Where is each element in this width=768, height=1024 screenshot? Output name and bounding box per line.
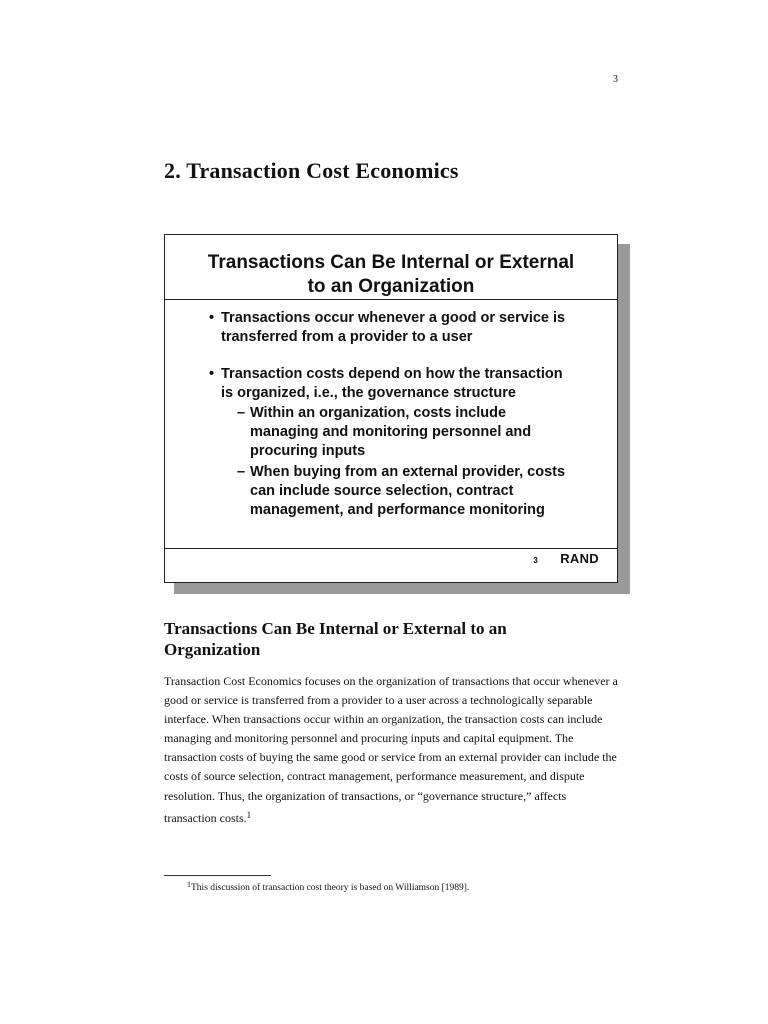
footnote	[187, 878, 627, 895]
slide-sub-bullet-1	[237, 404, 589, 461]
bullet-1-line-1: Transactions occur whenever a good or service is	[221, 310, 566, 326]
dash-icon: –	[237, 405, 246, 421]
slide-title-line-2: to an Organization	[307, 276, 475, 297]
body-paragraph	[164, 672, 620, 828]
slide-figure	[164, 234, 618, 583]
slide-bullet-1	[209, 309, 589, 347]
sub-1-line-3: procuring inputs	[250, 443, 366, 459]
bullet-2-line-1: Transaction costs depend on how the transaction	[221, 366, 563, 382]
sub-2-line-3: management, and performance monitoring	[250, 502, 545, 518]
slide-title	[165, 251, 617, 299]
footnote-text: This discussion of transaction cost theory is based on Williamson [1989].	[191, 883, 470, 893]
slide-number: 3	[533, 556, 538, 565]
rand-logo: RAND	[560, 551, 599, 566]
slide-title-line-1: Transactions Can Be Internal or External	[207, 252, 575, 273]
subsection-heading: Transactions Can Be Internal or External to an Organization	[164, 619, 507, 659]
sub-2-line-2: can include source selection, contract	[250, 483, 514, 499]
slide-footer	[533, 550, 599, 568]
footnote-separator	[164, 875, 271, 876]
slide-divider-top	[165, 299, 617, 300]
footnote-reference: 1	[246, 809, 252, 820]
bullet-dot-icon: •	[209, 366, 215, 382]
bullet-1-line-2: transferred from a provider to a user	[221, 329, 473, 345]
sub-2-line-1: When buying from an external provider, costs	[250, 464, 566, 480]
slide-sub-bullet-list	[237, 404, 589, 520]
slide-bullet-list	[209, 309, 589, 538]
page-number: 3	[613, 74, 618, 85]
section-heading: 2. Transaction Cost Economics	[164, 158, 459, 183]
bullet-dot-icon: •	[209, 310, 215, 326]
slide-divider-bottom	[165, 548, 617, 549]
slide-sub-bullet-2	[237, 463, 589, 520]
sub-1-line-2: managing and monitoring personnel and	[250, 424, 532, 440]
footnote-marker: 1	[187, 880, 191, 889]
bullet-2-line-2: is organized, i.e., the governance structure	[221, 385, 516, 401]
sub-1-line-1: Within an organization, costs include	[250, 405, 507, 421]
slide-bullet-2	[209, 365, 589, 520]
body-paragraph-text: Transaction Cost Economics focuses on the organization of transactions that occur whenever a good or service is transferred from a provider to a user across a technologically separable interface. When transactions occur within an organization, the transaction costs can include managing and monitoring personnel and procuring inputs and capital equipment. The transaction costs of buying the same good or service from an external provider can include the costs of source selection, contract management, performance measurement, and dispute resolution. Thus, the organization of transactions, or “governance structure,” affects transaction costs.	[164, 674, 618, 825]
dash-icon: –	[237, 464, 246, 480]
